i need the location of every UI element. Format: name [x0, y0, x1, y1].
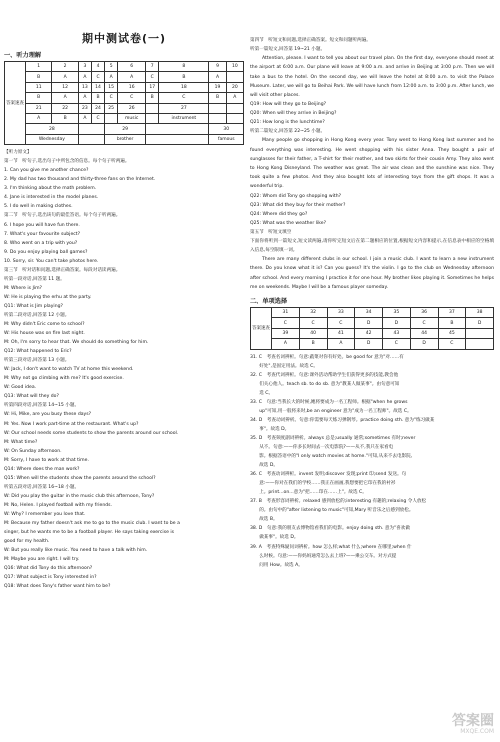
table-cell: 29: [105, 124, 146, 134]
table-cell: B: [146, 93, 159, 103]
text-line: 的。由句中的"after listening to music"可知,Mary 听音乐之后感到放松。: [250, 508, 414, 514]
table-cell: A: [52, 93, 78, 103]
text-line: M: Yes. Now I work part-time at the restaurant. What's up?: [4, 421, 139, 427]
text-line: 36. C 考查动词辨析。invent 发明;discover 发现;print 印;send 发送。句: [250, 472, 407, 478]
text-line: 事"。故选 D。: [250, 426, 290, 432]
table-cell: A: [327, 339, 355, 349]
table-cell: 22: [52, 103, 78, 113]
text-line: 3. I'm thinking about the math problem.: [4, 186, 97, 192]
text-line: 39. A 考查特殊疑问词辨析。how 怎么样;what 什么;where 在哪里;when 什: [250, 544, 412, 550]
table-cell: 10: [226, 62, 243, 72]
table-cell: 42: [355, 328, 383, 338]
text-line: 意:——你对在我们的学校……我正在画画,我想要把它印在我的衬衫: [250, 481, 396, 487]
table-cell: 26: [118, 103, 146, 113]
answer-table-listening: [4, 61, 244, 145]
text-line: M: Why didn't Eric come to school?: [4, 322, 85, 328]
text-line: M: Why not go climbing with me? It's good exercise.: [4, 376, 124, 382]
table-cell: 25: [105, 103, 118, 113]
text-line: 1. Can you give me another chance?: [4, 168, 89, 174]
text-line: M: Sorry, I have to work at that time.: [4, 457, 89, 463]
table-cell: 35: [383, 307, 411, 317]
table-cell: C: [438, 339, 466, 349]
text-line: Q17: What subject is Tony interested in?: [4, 575, 97, 581]
text-line: 么时候。句意:——你妈妈通常怎么去上班?——乘公交车。对方式提: [250, 553, 397, 559]
table-cell: brother: [105, 134, 146, 144]
text-line: 好处",是固定用法。故选 C。: [250, 363, 318, 369]
answer-table-single-choice: [250, 307, 494, 350]
text-line: W: Good idea.: [4, 385, 37, 391]
text-line: M: Because my father doesn't ask me to go to the music club. I want to be a: [4, 521, 180, 527]
text-line: 7. What's your favourite subject?: [4, 231, 81, 237]
text-line: 31. C 考查名词辨析。句意:蔬菜对你有好处。be good for 意为"对……有: [250, 354, 404, 360]
text-line: Q23: What did they buy for their mother?: [250, 202, 346, 208]
table-cell: 2: [52, 62, 78, 72]
text-line: good for my health.: [4, 539, 50, 545]
questions-19-22: [250, 100, 494, 136]
table-cell: C: [91, 72, 104, 82]
answer-explanations: [250, 353, 494, 570]
table-cell: 20: [226, 82, 243, 92]
table-cell: A: [52, 72, 78, 82]
table-cell: D: [355, 339, 383, 349]
table-cell: [78, 124, 104, 134]
table-cell: [466, 328, 494, 338]
table-cell: 19: [209, 82, 226, 92]
text-line: 10. Sorry, sir. You can't take photos here.: [4, 258, 99, 264]
table-cell: C: [272, 318, 300, 328]
table-cell: instrument: [159, 113, 209, 123]
table-cell: 7: [146, 62, 159, 72]
table-cell: 6: [118, 62, 146, 72]
table-cell: 40: [299, 328, 327, 338]
table-cell: D: [466, 318, 494, 328]
text-line: Q18: What does Tony's father want him to be?: [4, 584, 111, 590]
text-line: M: Where is Jim?: [4, 285, 42, 291]
table-cell: 11: [26, 82, 52, 92]
text-line: 35. D 考查频度副词辨析。always 总是;usually 通常;sometimes 有时;never: [250, 435, 416, 441]
text-line: 34. D 考查动词辨析。句意:你需要每天练习弹钢琴。practice doing sth. 意为"练习做某: [250, 417, 435, 423]
table-cell: B: [91, 93, 104, 103]
text-line: Q19: How will they go to Beijing?: [250, 102, 327, 108]
text-line: W: Our school needs some students to show the parents around our school.: [4, 430, 179, 436]
table-cell: [226, 113, 243, 123]
table-cell: famous: [209, 134, 244, 144]
table-cell: 45: [438, 328, 466, 338]
text-line: 听第三段对话,回答第 13 小题。: [4, 358, 70, 364]
table-cell: 38: [466, 307, 494, 317]
left-column: [4, 0, 244, 591]
table-cell: 23: [78, 103, 91, 113]
text-line: 第三节 听对话和问题,选择正确答案。每段对话读两遍。: [4, 267, 121, 273]
table-cell: C: [146, 72, 159, 82]
page-title: 期中测试卷(一): [81, 32, 167, 45]
text-line: 38. D 句意:我的朋友去博物馆看我们的电影。enjoy doing sth. 意为"喜欢做: [250, 526, 410, 532]
table-cell: B: [299, 339, 327, 349]
text-line: Q24: Where did they go?: [250, 211, 308, 217]
text-line: singer, but he wants me to be a football player. He says taking exercise is: [4, 530, 175, 536]
table-cell: 31: [272, 307, 300, 317]
text-line: 故选 D。: [250, 463, 278, 469]
table-cell: [226, 103, 243, 113]
text-line: 听第四段对话,回答第 14~15 小题。: [4, 403, 80, 409]
passage-travel-plan: Attention, please. I want to tell you about our travel plan. On the first day, everyone should meet at the airport at 6:00 a.m. Our plane will leave at 9:00 a.m. and arrive in Beijing at 3:00 p.m. Then we will take a bus to the hotel. On the second day, we will leave the hotel at 8:00 a.m. to visit the Palace Museum. Later, we will go to Beihai Park. We will have lunch from 12:00 a.m. to 3:00 p.m. After lunch, we will visit other places.: [250, 56, 494, 98]
text-line: Q12: What happened to Eric?: [4, 349, 72, 355]
text-line: M: Oh, I'm sorry to hear that. We should do something for him.: [4, 340, 149, 346]
table-cell: [78, 134, 104, 144]
table-cell: [209, 113, 226, 123]
table-cell: C: [383, 339, 411, 349]
table-cell: 14: [91, 82, 104, 92]
table-cell: B: [26, 72, 52, 82]
table-cell: A: [78, 93, 91, 103]
text-line: 做某事"。故选 D。: [250, 535, 299, 541]
section-listening-heading: 一、听力理解: [4, 52, 42, 59]
text-line: Q14: Where does the man work?: [4, 466, 80, 472]
table-cell: 28: [26, 124, 79, 134]
text-line: 32. C 考查代词辨析。句意:课外活动帮助学生们获得更多的技能,教会他: [250, 372, 399, 378]
table-cell: C: [105, 93, 118, 103]
text-line: M: What time?: [4, 439, 38, 445]
table-cell: B: [438, 318, 466, 328]
table-cell: A: [272, 339, 300, 349]
table-cell: D: [410, 339, 438, 349]
table-cell: [146, 124, 209, 134]
table-cell: 8: [159, 62, 209, 72]
watermark-logo: 答案圈 MXQE.COM: [452, 713, 494, 735]
text-line: 故选 B。: [250, 517, 278, 523]
table-cell: 24: [91, 103, 104, 113]
table-cell: B: [52, 113, 78, 123]
table-cell: 9: [209, 62, 226, 72]
text-line: W: On Sunday afternoon.: [4, 448, 62, 454]
text-line: 听第二篇短文,回答第 22~25 小题。: [250, 129, 326, 135]
table-cell: music: [118, 113, 146, 123]
text-line: M: Maybe you are right. I will try.: [4, 557, 80, 563]
text-line: 选 C。: [250, 390, 274, 396]
table-cell: B: [26, 93, 52, 103]
table-cell: C: [410, 318, 438, 328]
table-cell: 15: [105, 82, 118, 92]
table-cell: B: [159, 72, 209, 82]
passage-hong-kong: Many people go shopping in Hong Kong every year. Tony went to Hong Kong last summer and he found everything was interesting. He went shopping with his sister Anna. They bought a pair of sunglasses for their father, a T-shirt for their mother, and two skirts for their cousin Amy. They also went to Hong Kong Disneyland. The weather was great. The air was clean and the sunshine was nice. They took quite a few photos. And they also bought lots of interesting toys from the gift shops. It was a wonderful trip.: [250, 138, 494, 190]
text-line: 从不。句意:——你多长时间去一次电影院?——从不,我只在家看电: [250, 445, 394, 450]
text-line: 8. Who went on a trip with you?: [4, 240, 78, 246]
table-cell: D: [355, 318, 383, 328]
text-line: W: Hi, Mike, are you busy these days?: [4, 412, 92, 418]
table-cell: 37: [438, 307, 466, 317]
table-cell: C: [299, 318, 327, 328]
table-cell: 39: [272, 328, 300, 338]
text-line: Q20: When will they arrive in Beijing?: [250, 111, 337, 117]
table-cell: 34: [355, 307, 383, 317]
table-cell: C: [159, 93, 209, 103]
table-cell: C: [327, 318, 355, 328]
questions-22-25: [250, 192, 494, 237]
text-line: up"可知,用一般将来时,be an engineer 意为"成为一名工程师"。故选 C。: [250, 408, 412, 414]
table-cell: 18: [159, 82, 209, 92]
table-label: 答案速查: [251, 307, 272, 349]
text-line: Q11: What is Jim playing?: [4, 303, 63, 309]
table-cell: Wednesday: [26, 134, 79, 144]
table-cell: 17: [146, 82, 159, 92]
table-cell: [146, 134, 209, 144]
text-line: W: Why? I remember you love that.: [4, 512, 86, 517]
text-line: 6. I hope you will have fun there.: [4, 222, 80, 228]
text-line: 上。print...on...意为"把……印在……上"。故选 C。: [250, 490, 367, 496]
text-line: W: Jack, I don't want to watch TV at home this weekend.: [4, 367, 134, 373]
text-line: W: He is playing the erhu at the party.: [4, 294, 92, 300]
table-cell: 44: [410, 328, 438, 338]
text-line: 5. I do well in making clothes.: [4, 204, 73, 210]
section4-instructions: [250, 36, 494, 54]
text-line: Q16: What did Tony do this afternoon?: [4, 566, 93, 572]
table-cell: C: [91, 113, 104, 123]
table-cell: [226, 72, 243, 82]
table-cell: A: [209, 72, 226, 82]
table-cell: D: [383, 318, 411, 328]
text-line: 9. Do you enjoy playing ball games?: [4, 249, 88, 255]
table-cell: 5: [105, 62, 118, 72]
text-line: M: No, Helen. I played football with my friends.: [4, 502, 113, 508]
table-cell: C: [118, 93, 146, 103]
text-line: 【听力原文】: [4, 150, 32, 156]
table-cell: [209, 103, 226, 113]
table-cell: 12: [52, 82, 78, 92]
text-line: 问用 How。故选 A。: [250, 562, 303, 568]
table-cell: B: [209, 93, 226, 103]
table-cell: A: [226, 93, 243, 103]
text-line: Q25: What was the weather like?: [250, 220, 327, 226]
table-cell: 30: [209, 124, 244, 134]
table-cell: A: [118, 72, 146, 82]
table-cell: 13: [78, 82, 91, 92]
listening-transcript: [4, 148, 244, 591]
text-line: 第二节 听句子,选出该句的最佳答语。每个句子听两遍。: [4, 213, 121, 219]
table-cell: 43: [383, 328, 411, 338]
table-cell: 33: [327, 307, 355, 317]
table-cell: A: [78, 113, 91, 123]
table-cell: 41: [327, 328, 355, 338]
text-line: W: Did you play the guitar in the music club this afternoon, Tony?: [4, 493, 155, 499]
text-line: 4. Jane is interested in the model planes.: [4, 195, 99, 201]
table-label: 答案速查: [5, 62, 26, 145]
text-line: W: But you really like music. You need to have a talk with him.: [4, 548, 148, 554]
section-single-choice-heading: 二、单项选择: [250, 297, 288, 305]
text-line: Q13: What will they do?: [4, 394, 59, 400]
table-cell: 16: [118, 82, 146, 92]
table-cell: 1: [26, 62, 52, 72]
text-line: W: His house was on fire last night.: [4, 331, 85, 337]
passage-music-club: There are many different clubs in our school. I join a music club. I want to learn a new instrument there. Do you know what it is? Can you guess? It's the violin. I go to the club on Wednesday afternoon after school. And every morning I practice it for one hour. My brother likes playing it. Sometimes he helps me on weekends. Maybe I will be a famous player someday.: [250, 257, 494, 290]
text-line: 听第一篇短文,回答第 19~21 小题。: [250, 47, 326, 53]
text-line: 听第一段对话,回答第 11 题。: [4, 276, 65, 282]
table-cell: 27: [159, 103, 209, 113]
table-cell: 4: [91, 62, 104, 72]
text-line: 影。根据答语中的"I only watch movies at home."可知,从来不去电影院,: [250, 454, 413, 460]
table-cell: A: [26, 113, 52, 123]
text-line: 第五节 听短文填空: [250, 229, 292, 235]
table-cell: 21: [26, 103, 52, 113]
table-cell: [105, 113, 118, 123]
text-line: 第一节 听句子,选出句子中所包含的信息。每个句子听两遍。: [4, 159, 130, 165]
table-cell: [146, 113, 159, 123]
text-line: Q22: Whom did Tony go shopping with?: [250, 193, 342, 199]
table-cell: [466, 339, 494, 349]
table-cell: A: [105, 72, 118, 82]
text-line: Q21: How long is the lunchtime?: [250, 120, 325, 126]
text-line: 37. B 考查形容词辨析。relaxed 感到放松的;interesting 有趣的;relaxing 令人放松: [250, 499, 427, 505]
text-line: 听第五段对话,回答第 16~18 小题。: [4, 484, 80, 490]
right-column: [250, 0, 494, 570]
table-cell: 3: [78, 62, 91, 72]
table-cell: A: [78, 72, 91, 82]
section5-instructions: 下面你将听到一篇短文,短文读两遍,请你听完短文后在第二题相应的位置,根据短文内容和提示,在信息表中相应的空格填入信息,每空限填一词。: [250, 238, 494, 253]
text-line: 听第二段对话,回答第 12 小题。: [4, 312, 70, 318]
text-line: 33. C 句意:当我长大的时候,她将要成为一名工程师。根据"when he grows: [250, 399, 408, 405]
text-line: 第四节 听短文和问题,选择正确答案。短文和问题听两遍。: [250, 38, 371, 43]
text-line: 们关心他人。teach sb. to do sb. 意为"教某人做某事"。由句意可知: [250, 381, 400, 387]
table-cell: [146, 103, 159, 113]
table-cell: 36: [410, 307, 438, 317]
text-line: Q15: When will the students show the parents around the school?: [4, 475, 156, 481]
text-line: 2. My dad has two thousand and thirty-three fans on the Internet.: [4, 177, 156, 183]
table-cell: 32: [299, 307, 327, 317]
